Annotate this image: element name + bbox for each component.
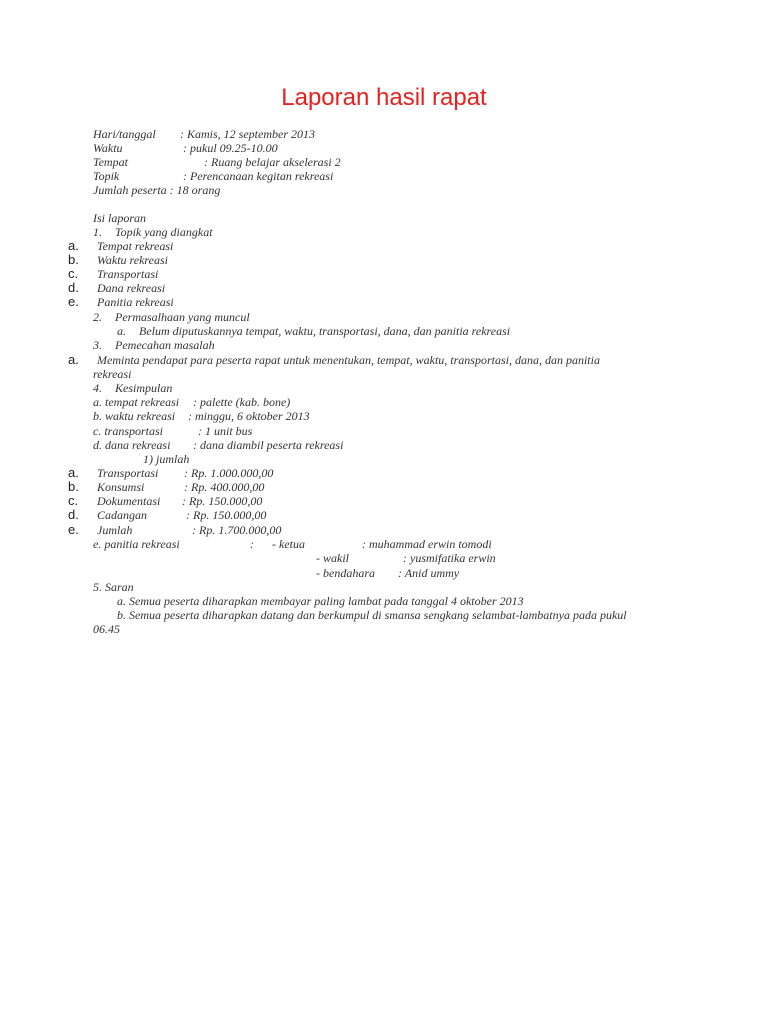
waktu-label: Waktu [93, 141, 123, 155]
sec1-number: 1. [93, 225, 102, 239]
panitia-name: : Anid ummy [398, 566, 460, 580]
budget-marker: c. [68, 493, 79, 508]
hari-label: Hari/tanggal [93, 127, 156, 141]
kesimpulan-d-value: : dana diambil peserta rekreasi [193, 438, 344, 452]
budget-value: : Rp. 150.000,00 [186, 508, 267, 522]
jumlah-heading: 1) jumlah [143, 452, 190, 466]
panitia-name: : yusmifatika erwin [403, 551, 496, 565]
budget-label: Konsumsi [97, 480, 145, 494]
budget-marker: b. [68, 479, 79, 494]
kesimpulan-c-value: : 1 unit bus [198, 424, 253, 438]
kesimpulan-d-label: d. dana rekreasi [93, 438, 171, 452]
sec1-title: Topik yang diangkat [115, 225, 213, 239]
panitia-role: - bendahara [316, 566, 375, 580]
panitia-label: e. panitia rekreasi [93, 537, 180, 551]
sec1-marker: e. [68, 294, 79, 309]
sec1-marker: b. [68, 252, 79, 267]
sec3-text: Meminta pendapat para peserta rapat untuk menentukan, tempat, waktu, transportasi, dana, dan panitia [97, 353, 600, 367]
sec2-number: 2. [93, 310, 102, 324]
kesimpulan-b-label: b. waktu rekreasi [93, 409, 176, 423]
budget-label: Transportasi [97, 466, 159, 480]
budget-marker: d. [68, 507, 79, 522]
sec3-number: 3. [93, 338, 102, 352]
sec1-item: Tempat rekreasi [97, 239, 174, 253]
sec1-marker: c. [68, 266, 79, 281]
panitia-name: : muhammad erwin tomodi [362, 537, 492, 551]
saran-b: b. Semua peserta diharapkan datang dan berkumpul di smansa sengkang selambat-lambatnya pada pukul [117, 608, 627, 622]
budget-marker: a. [68, 465, 79, 480]
sec1-marker: d. [68, 280, 79, 295]
waktu-value: : pukul 09.25-10.00 [183, 141, 278, 155]
budget-marker: e. [68, 522, 79, 537]
budget-value: : Rp. 150.000,00 [182, 494, 263, 508]
panitia-role: - ketua [272, 537, 305, 551]
kesimpulan-b-value: : minggu, 6 oktober 2013 [188, 409, 310, 423]
sec1-item: Transportasi [97, 267, 159, 281]
tempat-label: Tempat [93, 155, 128, 169]
budget-label: Dokumentasi [97, 494, 161, 508]
isi-laporan-label: Isi laporan [93, 211, 147, 225]
saran-title: 5. Saran [93, 580, 134, 594]
budget-value: : Rp. 400.000,00 [184, 480, 265, 494]
hari-value: : Kamis, 12 september 2013 [180, 127, 315, 141]
sec1-marker: a. [68, 238, 79, 253]
topik-label: Topik [93, 169, 120, 183]
sec1-item: Dana rekreasi [97, 281, 166, 295]
budget-label: Cadangan [97, 508, 148, 522]
kesimpulan-a-value: : palette (kab. bone) [193, 395, 291, 409]
sec4-number: 4. [93, 381, 102, 395]
saran-a: a. Semua peserta diharapkan membayar paling lambat pada tanggal 4 oktober 2013 [117, 594, 524, 608]
budget-value: : Rp. 1.000.000,00 [184, 466, 274, 480]
kesimpulan-c-label: c. transportasi [93, 424, 164, 438]
jumlah-peserta: Jumlah peserta : 18 orang [93, 183, 221, 197]
sec1-item: Waktu rekreasi [97, 253, 168, 267]
sec2-title: Permasalhaan yang muncul [115, 310, 250, 324]
kesimpulan-a-label: a. tempat rekreasi [93, 395, 180, 409]
budget-value: : Rp. 1.700.000,00 [192, 523, 282, 537]
sec1-item: Panitia rekreasi [97, 295, 174, 309]
document-title: Laporan hasil rapat [281, 84, 487, 111]
panitia-role: - wakil [316, 551, 349, 565]
saran-b-cont: 06.45 [93, 622, 120, 636]
sec4-title: Kesimpulan [115, 381, 173, 395]
sec3-title: Pemecahan masalah [115, 338, 215, 352]
tempat-value: : Ruang belajar akselerasi 2 [204, 155, 341, 169]
sec2-sub-marker: a. [117, 324, 126, 338]
sec3-text-cont: rekreasi [93, 367, 132, 381]
topik-value: : Perencanaan kegitan rekreasi [183, 169, 334, 183]
budget-label: Jumlah [97, 523, 133, 537]
panitia-colon: : [250, 537, 254, 551]
sec3-marker: a. [68, 352, 79, 367]
sec2-sub-text: Belum diputuskannya tempat, waktu, transportasi, dana, dan panitia rekreasi [139, 324, 511, 338]
